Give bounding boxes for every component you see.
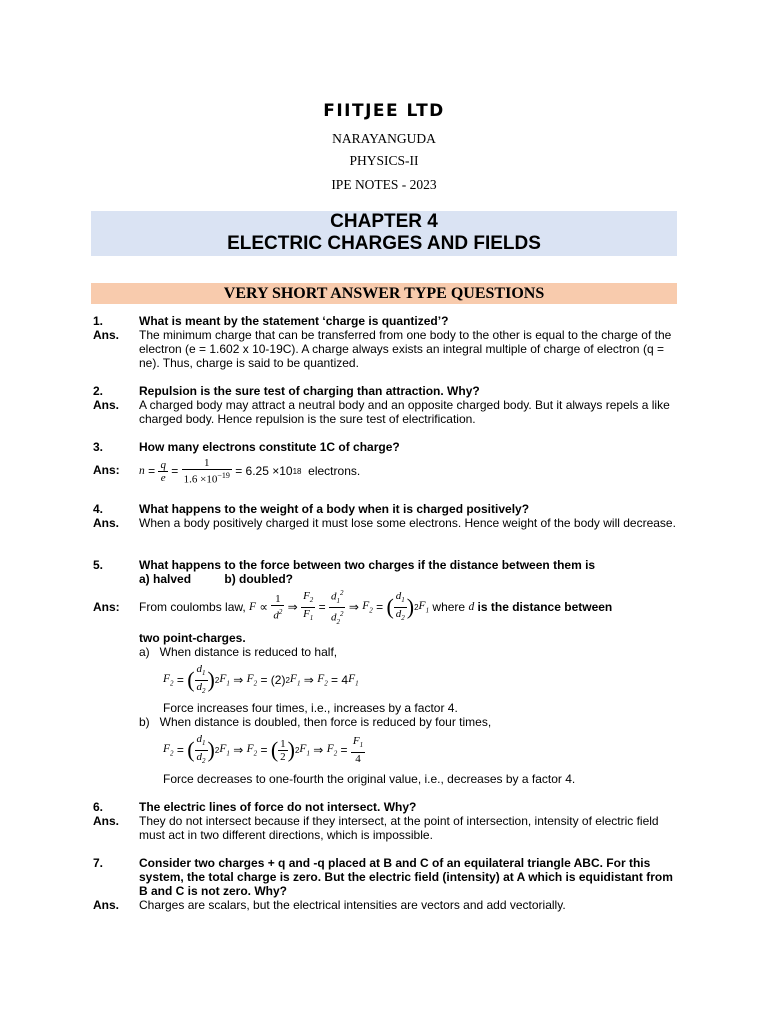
branch-name: NARAYANGUDA bbox=[332, 131, 436, 146]
answer-intro: From coulombs law, bbox=[139, 600, 246, 614]
answer-label: Ans. bbox=[93, 814, 120, 828]
subject-name: PHYSICS-II bbox=[349, 153, 419, 168]
chapter-title: ELECTRIC CHARGES AND FIELDS bbox=[227, 233, 541, 254]
notes-title: IPE NOTES - 2023 bbox=[331, 177, 437, 192]
question-text: Repulsion is the sure test of charging than attraction. Why? bbox=[139, 384, 480, 398]
question-text: Consider two charges + q and -q placed at B and C of an equilateral triangle ABC. For this system, the total charge is zero. But the electric field (intensity) at A which is equidistant from B and C is not zero. Why? bbox=[139, 856, 673, 898]
answer-text: A charged body may attract a neutral body and an opposite charged body. But it always repels a like charged body. Hence repulsion is the sure test of electrification. bbox=[139, 398, 670, 426]
question-number: 1. bbox=[93, 314, 104, 328]
question-number: 7. bbox=[93, 856, 104, 870]
answer-tail-continued: two point-charges. bbox=[139, 631, 246, 645]
answer-label: Ans. bbox=[93, 516, 120, 530]
chapter-number: CHAPTER 4 bbox=[330, 211, 438, 232]
chapter-heading-box bbox=[91, 211, 677, 256]
answer-label: Ans: bbox=[93, 600, 120, 614]
answer-where: where bbox=[432, 600, 466, 614]
answer-suffix: electrons. bbox=[308, 464, 361, 478]
answer-label: Ans. bbox=[93, 398, 120, 412]
question-text: What happens to the force between two charges if the distance between them is bbox=[139, 558, 596, 572]
answer-label: Ans: bbox=[93, 463, 120, 477]
question-number: 2. bbox=[93, 384, 104, 398]
case-a-text: a) When distance is reduced to half, bbox=[139, 645, 338, 659]
section-title: VERY SHORT ANSWER TYPE QUESTIONS bbox=[91, 283, 677, 304]
question-number: 4. bbox=[93, 502, 104, 516]
question-text: How many electrons constitute 1C of charge? bbox=[139, 440, 400, 454]
question-text: What happens to the weight of a body when it is charged positively? bbox=[139, 502, 530, 516]
case-b-text: b) When distance is doubled, then force is reduced by four times, bbox=[139, 715, 492, 729]
answer-text: The minimum charge that can be transferred from one body to the other is equal to the charge of the electron (e = 1.602 x 10-19C). A charge always exists an integral multiple of charge of electron (q = ne). Thus, charge is said to be quantized. bbox=[139, 328, 672, 370]
case-a-note: Force increases four times, i.e., increases by a factor 4. bbox=[163, 701, 458, 715]
case-b-formula: $F_2$ = ( $\frac{d_1}{d_2}$ ) 2 $F_1$ ⇒ $F_2$ = ( $\frac{1}{2}$ ) 2 $F_1$ ⇒ $F_2$ = $\frac{F_1}{4}$ bbox=[163, 733, 364, 765]
question-text: The electric lines of force do not intersect. Why? bbox=[139, 800, 417, 814]
question-number: 3. bbox=[93, 440, 104, 454]
company-logo-text: FIITJEE LTD bbox=[323, 101, 445, 121]
answer-label: Ans. bbox=[93, 898, 120, 912]
question-number: 5. bbox=[93, 558, 104, 572]
answer-tail: is the distance between bbox=[477, 600, 613, 614]
question-number: 6. bbox=[93, 800, 104, 814]
answer-text: When a body positively charged it must lose some electrons. Hence weight of the body will decrease. bbox=[139, 516, 676, 530]
question-text: What is meant by the statement ‘charge is quantized’? bbox=[139, 314, 449, 328]
answer-label: Ans. bbox=[93, 328, 120, 342]
case-b-note: Force decreases to one-fourth the original value, i.e., decreases by a factor 4. bbox=[163, 772, 576, 786]
coulomb-law-formula: From coulombs law, F ∝ $\frac{1}{d^2}$ ⇒ $\frac{F_2}{F_1}$ = $\frac{d_1^2}{d_2^2}$ ⇒ $F_2$ = ( $\frac{d_1}{d_2}$ ) 2 $F_1$ where d is the distance between bbox=[139, 588, 613, 626]
answer-text: Charges are scalars, but the electrical intensities are vectors and add vectorially. bbox=[139, 898, 566, 912]
electron-count-formula: n = $\frac{q}{e}$ = $\frac{1}{1.6 \times 10^{-19}}$ = 6.25 ×10 18 electrons. bbox=[139, 456, 361, 486]
answer-text: They do not intersect because if they intersect, at the point of intersection, intensity of electric field must act in two different directions, which is impossible. bbox=[139, 814, 659, 842]
case-a-formula: $F_2$ = ( $\frac{d_1}{d_2}$ ) 2 $F_1$ ⇒ $F_2$ = (2) 2 $F_1$ ⇒ $F_2$ = 4 $F_1$ bbox=[163, 663, 359, 695]
question-text-options: a) halved b) doubled? bbox=[139, 572, 294, 586]
